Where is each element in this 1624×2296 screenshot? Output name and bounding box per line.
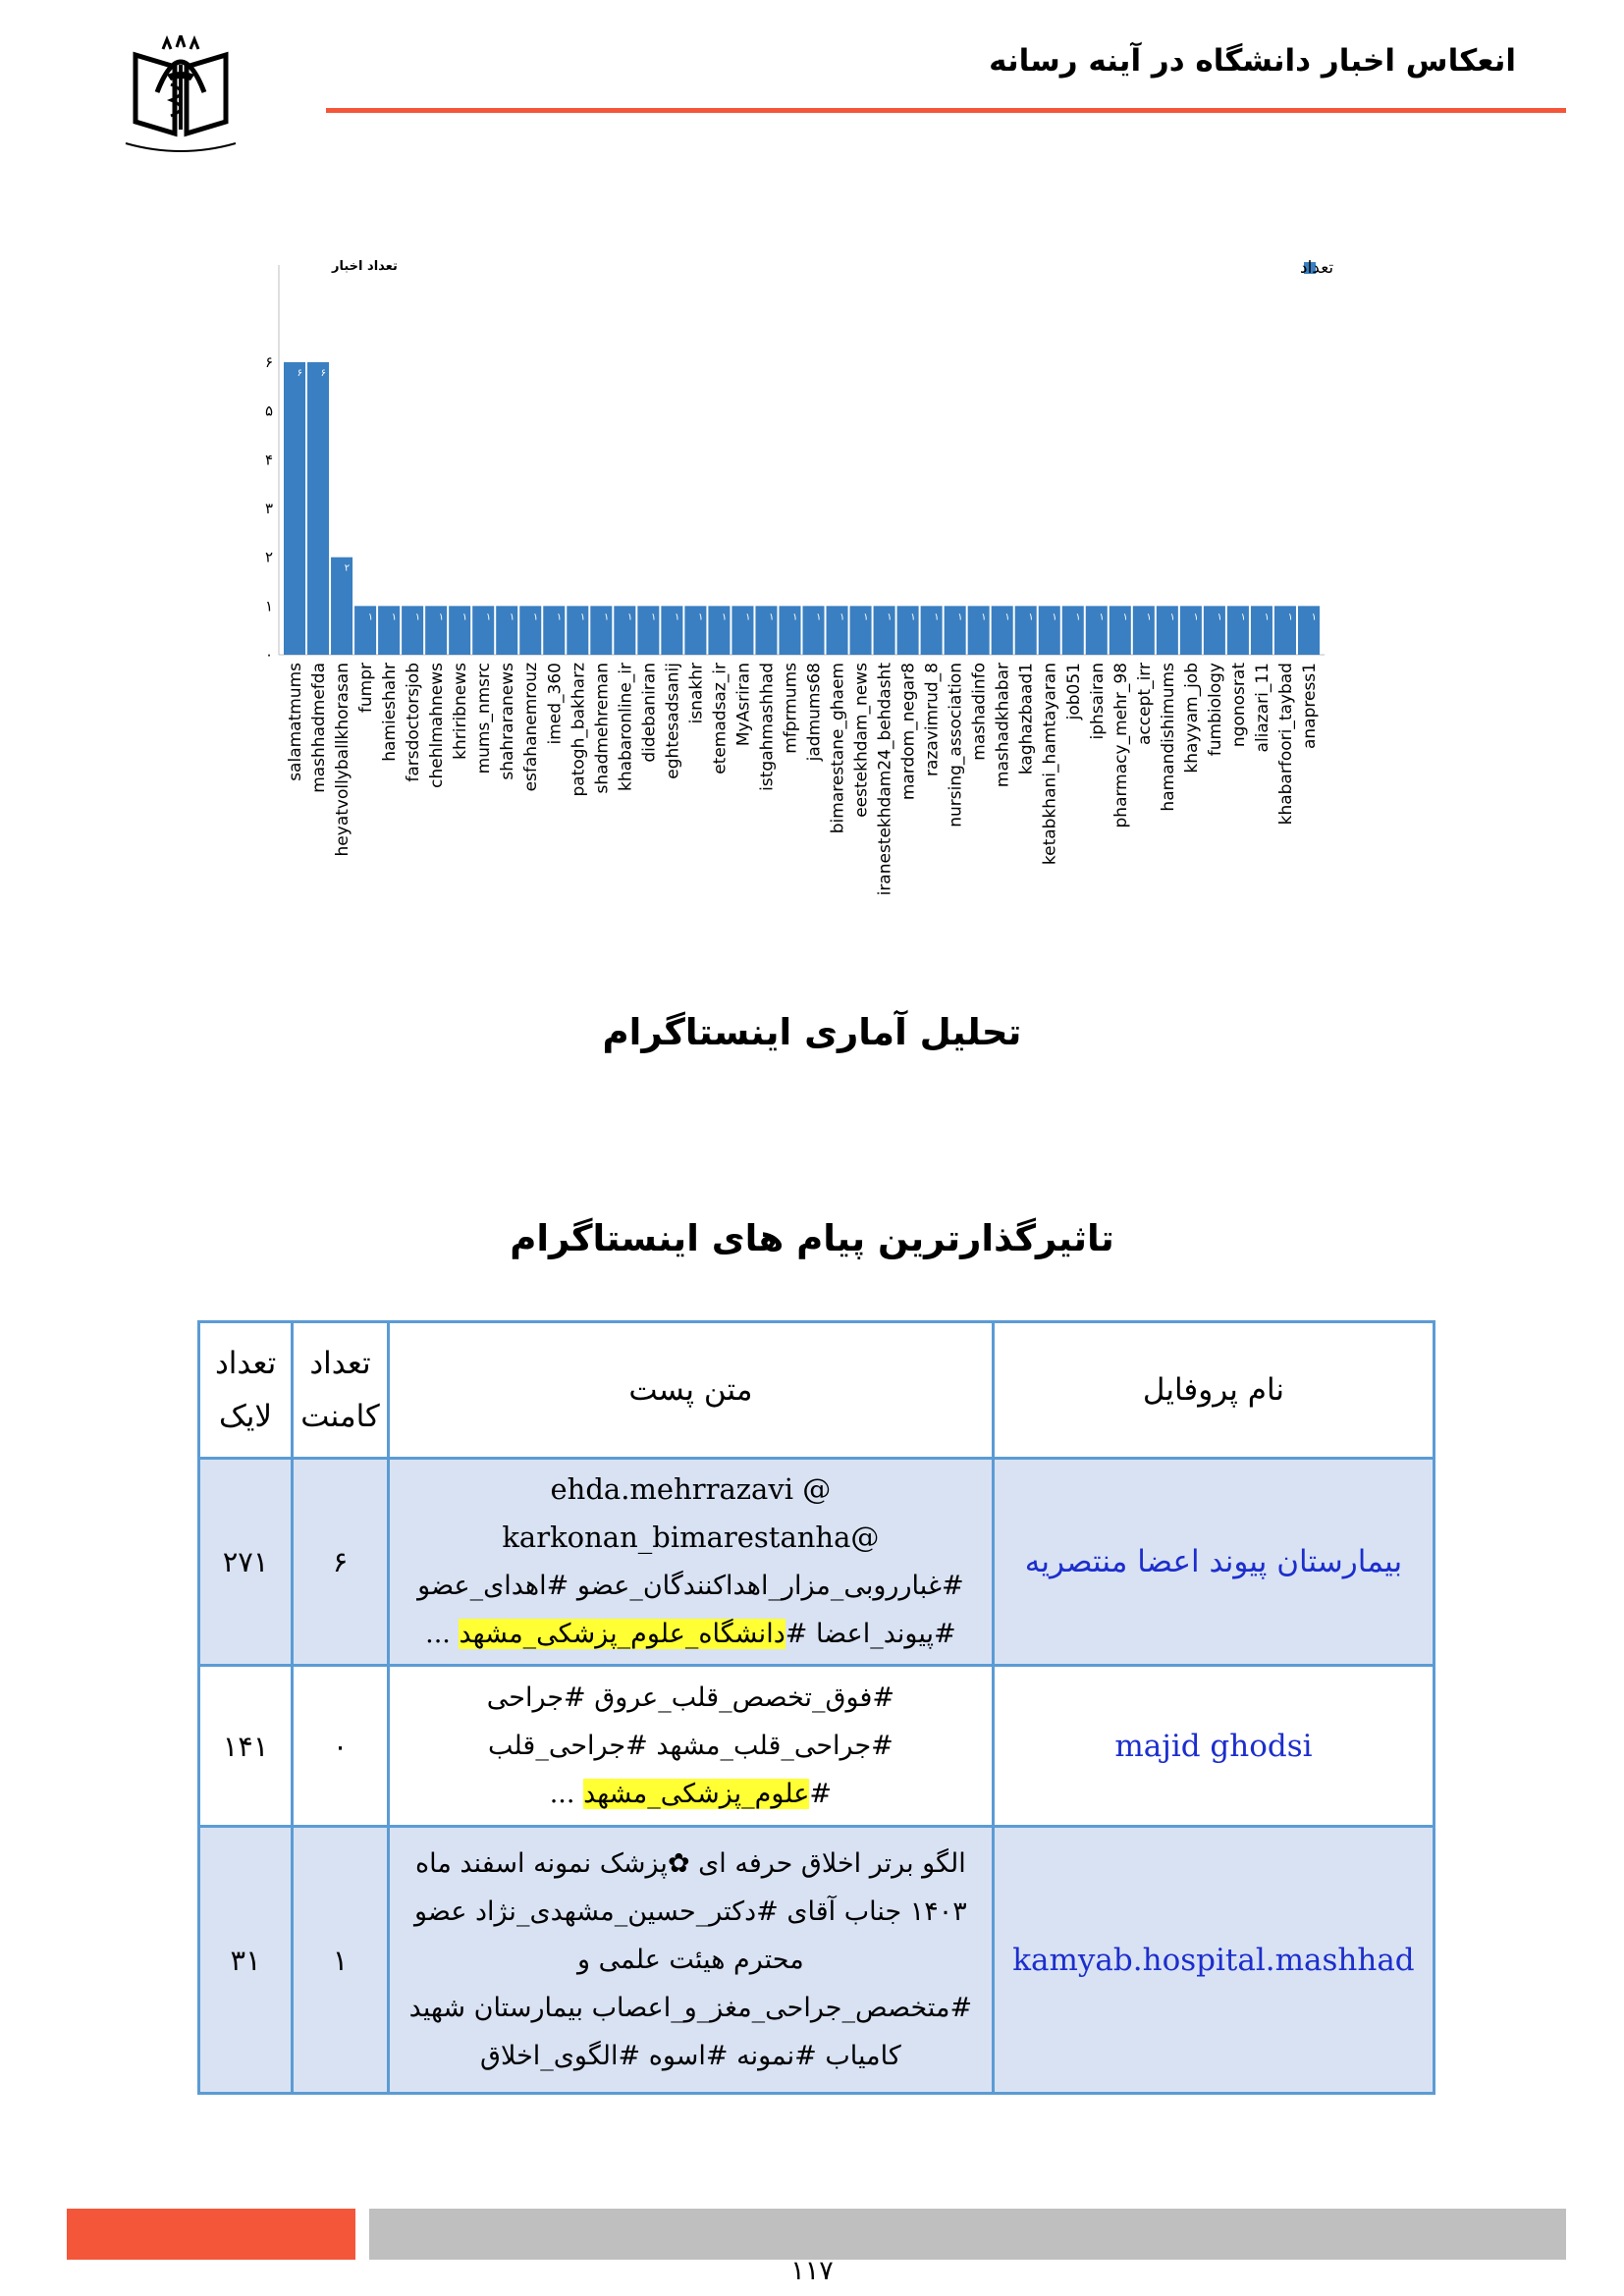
x-category-label: ngonosrat	[1228, 662, 1249, 748]
bar-data-label: ۱	[1099, 612, 1105, 623]
bar-data-label: ۱	[1311, 612, 1317, 623]
bar-data-label: ۱	[391, 612, 398, 623]
x-category-label: istgahmashhad	[757, 663, 778, 791]
post-text-line: الگو برتر اخلاق حرفه ای ✿پزشک نمونه اسفند ماه	[415, 1848, 966, 1879]
x-category-label: nursing_association	[946, 663, 966, 828]
x-category-label: ketabkhani_hamtayaran	[1040, 663, 1060, 866]
x-category-label: mashadinfo	[969, 663, 990, 761]
page-number: ۱۱۷	[790, 2256, 834, 2286]
post-text-fragment: ...	[549, 1779, 584, 1809]
x-category-label: jadmums68	[804, 663, 825, 762]
bar	[307, 362, 329, 655]
bar-data-label: ۱	[698, 612, 704, 623]
comment-count: ۶	[293, 1459, 389, 1666]
x-category-label: esfahanemrouz	[521, 663, 542, 792]
bar-data-label: ۱	[556, 612, 563, 623]
bar-data-label: ۱	[839, 612, 845, 623]
post-text	[388, 1459, 993, 1666]
highlighted-hashtag[interactable]: دانشگاه_علوم_پزشکی_مشهد	[459, 1619, 785, 1649]
post-text-line: #جراحی_قلب_مشهد #جراحی_قلب	[487, 1731, 893, 1761]
x-category-label: khabarfoori_taybad	[1275, 663, 1296, 826]
bar-data-label: ۱	[745, 612, 751, 623]
bar-data-label: ۱	[1146, 612, 1152, 623]
x-category-label: patogh_bakharz	[568, 663, 589, 797]
x-category-label: khabaronline_ir	[616, 663, 636, 791]
post-text-fragment: ...	[425, 1619, 460, 1649]
table-row	[199, 1666, 1435, 1827]
x-category-label: anapress1	[1299, 663, 1320, 750]
comment-count: ۰	[293, 1666, 389, 1827]
bar-data-label: ۱	[816, 612, 822, 623]
x-category-label: eestekhdam_news	[851, 663, 872, 818]
top-posts-table	[197, 1320, 1435, 2095]
post-text-line: karkonan_bimarestanha@	[502, 1521, 880, 1554]
x-category-label: shadmehreman	[592, 663, 613, 794]
y-tick-label: ۳	[265, 500, 273, 517]
x-category-label: mfprmums	[781, 663, 801, 754]
header-likes-line1: تعداد	[214, 1346, 277, 1381]
table-row	[199, 1827, 1435, 2094]
bar-data-label: ۶	[320, 368, 327, 379]
bar-data-label: ۱	[1264, 612, 1270, 623]
bar-data-label: ۱	[438, 612, 445, 623]
footer-bar	[369, 2209, 1566, 2260]
y-tick-label: ۰	[265, 646, 273, 664]
header-comments-line1: تعداد	[309, 1346, 371, 1381]
profile-name[interactable]: majid ghodsi	[993, 1666, 1434, 1827]
bar-data-label: ۱	[957, 612, 963, 623]
post-text-line: #متخصص_جراحی_مغز_و_اعصاب بیمارستان شهید	[408, 1993, 973, 2023]
bar-data-label: ۱	[532, 612, 539, 623]
bar-data-label: ۱	[792, 612, 798, 623]
header-comments	[293, 1322, 389, 1459]
profile-name[interactable]: kamyab.hospital.mashhad	[993, 1827, 1434, 2094]
bar-data-label: ۱	[981, 612, 987, 623]
bar-data-label: ۲	[344, 562, 351, 574]
x-category-label: mums_nmsrc	[474, 663, 495, 774]
x-category-label: khriribnews	[451, 663, 471, 760]
x-category-label: bimarestane_ghaem	[828, 663, 848, 834]
post-text-fragment: #پیوند_اعضا #	[785, 1619, 956, 1649]
bar-data-label: ۱	[509, 612, 515, 623]
header-likes	[199, 1322, 293, 1459]
bar-data-label: ۱	[603, 612, 610, 623]
x-category-label: didebaniran	[639, 663, 660, 763]
post-text-line: ehda.mehrrazavi @	[550, 1472, 832, 1506]
highlighted-hashtag[interactable]: علوم_پزشکی_مشهد	[583, 1779, 810, 1809]
x-category-label: iranestekhdam24_behdasht	[875, 663, 895, 896]
post-text-line: ۱۴۰۳ جناب آقای #دکتر_حسین_مشهدی_نژاد عضو	[413, 1896, 967, 1927]
y-tick-label: ۴	[265, 451, 273, 469]
x-category-label: kaghazbaad1	[1016, 663, 1037, 775]
post-text	[388, 1827, 993, 2094]
bar-data-label: ۱	[1052, 612, 1057, 623]
bar-data-label: ۱	[579, 612, 586, 623]
table-header-row	[199, 1322, 1435, 1459]
bar-data-label: ۱	[461, 612, 468, 623]
post-text-line: #فوق_تخصص_قلب_عروق #جراحی	[486, 1682, 894, 1713]
x-category-label: chehlmahnews	[427, 663, 448, 788]
y-tick-label: ۲	[265, 548, 273, 566]
like-count: ۳۱	[199, 1827, 293, 2094]
bar-data-label: ۱	[1169, 612, 1175, 623]
bar-data-label: ۱	[863, 612, 869, 623]
bar	[284, 362, 305, 655]
comment-count: ۱	[293, 1827, 389, 2094]
footer-accent-bar	[67, 2209, 355, 2260]
header-likes-line2: لایک	[219, 1399, 273, 1434]
header-comments-line2: کامنت	[300, 1399, 380, 1434]
y-tick-label: ۱	[265, 597, 273, 615]
bar-data-label: ۱	[722, 612, 728, 623]
x-category-label: salamatmums	[286, 663, 306, 781]
post-text-line: #غبارروبی_مزار_اهداکنندگان_عضو #اهدای_عضو	[417, 1571, 964, 1601]
x-category-label: job051	[1063, 663, 1084, 721]
x-category-label: heyatvollyballkhorasan	[333, 663, 353, 857]
x-category-label: hamandishimums	[1158, 663, 1178, 812]
bar-data-label: ۱	[626, 612, 633, 623]
x-category-label: etemadsaz_ir	[710, 663, 731, 774]
x-category-label: mashhadmefda	[309, 663, 330, 793]
bar-data-label: ۱	[1240, 612, 1246, 623]
x-category-label: fumbiology	[1205, 663, 1225, 757]
news-count-bar-chart	[265, 231, 1335, 908]
header-profile: نام پروفایل	[993, 1322, 1434, 1459]
chart-canvas	[265, 231, 1335, 908]
bar-data-label: ۱	[1028, 612, 1034, 623]
x-category-label: iphsairan	[1087, 663, 1108, 740]
post-text-line: کامیاب #نمونه #اسوه #الگوی_اخلاق	[480, 2041, 901, 2071]
university-logo	[116, 35, 245, 165]
x-category-label: eghtesadsanij	[663, 663, 683, 779]
top-posts-section-title: تاثیرگذارترین پیام های اینستاگرام	[510, 1217, 1114, 1259]
bar-data-label: ۱	[1075, 612, 1081, 623]
x-category-label: pharmacy_mehr_98	[1110, 663, 1131, 828]
page-header-title: انعکاس اخبار دانشگاه در آینه رسانه	[989, 43, 1516, 79]
bar-data-label: ۱	[1217, 612, 1222, 623]
bar-data-label: ۱	[887, 612, 893, 623]
bar-data-label: ۱	[1122, 612, 1128, 623]
y-tick-label: ۵	[265, 401, 273, 420]
x-category-label: isnakhr	[686, 663, 707, 724]
post-text-fragment: #	[809, 1779, 833, 1809]
post-text-line	[396, 1770, 986, 1818]
bar-data-label: ۱	[1193, 612, 1199, 623]
profile-name[interactable]: بیمارستان پیوند اعضا منتصریه	[993, 1459, 1434, 1666]
bar-data-label: ۱	[414, 612, 421, 623]
header-post-text: متن پست	[388, 1322, 993, 1459]
x-category-label: razavimrud_8	[922, 663, 943, 776]
post-text-line	[396, 1610, 986, 1658]
legend-label: تعداد	[1300, 258, 1334, 278]
post-text	[388, 1666, 993, 1827]
y-tick-label: ۶	[265, 353, 273, 371]
bar-data-label: ۱	[367, 612, 374, 623]
post-text-line: محترم هیئت علمی و	[577, 1945, 804, 1975]
bar-data-label: ۱	[650, 612, 657, 623]
table-row	[199, 1459, 1435, 1666]
x-category-label: aliazari_11	[1252, 662, 1272, 753]
stats-section-title: تحلیل آماری اینستاگرام	[602, 1011, 1022, 1053]
x-category-label: MyAsriran	[733, 663, 754, 747]
y-axis-title: تعداد اخبار	[332, 259, 398, 274]
bar-data-label: ۱	[485, 612, 492, 623]
x-category-label: mardom_negar8	[898, 663, 919, 801]
x-category-label: fumpr	[356, 663, 377, 714]
bar-data-label: ۱	[1287, 612, 1293, 623]
bar-data-label: ۶	[297, 368, 303, 379]
like-count: ۱۴۱	[199, 1666, 293, 1827]
x-category-label: hamieshahr	[380, 663, 401, 762]
x-category-label: accept_irr	[1134, 663, 1155, 745]
bar-data-label: ۱	[769, 612, 775, 623]
like-count: ۲۷۱	[199, 1459, 293, 1666]
header-divider	[326, 108, 1566, 113]
bar-data-label: ۱	[675, 612, 680, 623]
bar-data-label: ۱	[1004, 612, 1010, 623]
bar-data-label: ۱	[934, 612, 940, 623]
x-category-label: khayyam_job	[1181, 663, 1202, 774]
x-category-label: imed_360	[545, 663, 566, 745]
bar-data-label: ۱	[910, 612, 916, 623]
x-category-label: farsdoctorsjob	[404, 663, 424, 782]
x-category-label: shahraranews	[498, 663, 518, 780]
x-category-label: mashadkhabar	[993, 663, 1013, 788]
